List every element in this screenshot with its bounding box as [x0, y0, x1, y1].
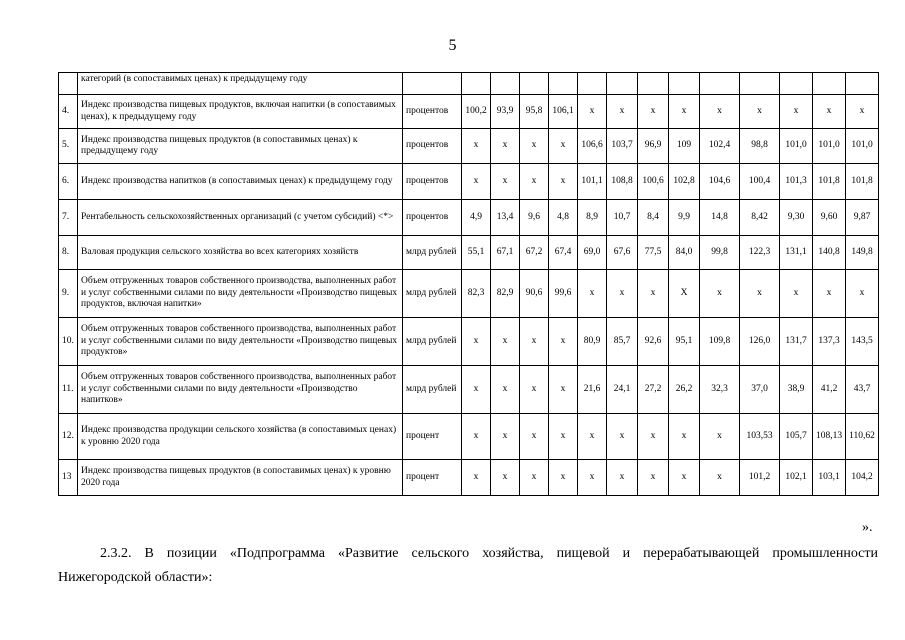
row-number: 13	[59, 460, 78, 496]
indicator-name: Валовая продукция сельского хозяйства во всех категориях хозяйств	[78, 236, 403, 270]
value-cell: 84,0	[669, 236, 700, 270]
value-cell: 85,7	[607, 318, 638, 366]
unit-cell: млрд рублей	[403, 236, 462, 270]
value-cell: 101,3	[780, 164, 813, 200]
value-cell	[740, 73, 780, 95]
value-cell: 14,8	[700, 200, 740, 236]
value-cell: x	[638, 270, 669, 318]
value-cell: x	[549, 460, 578, 496]
table-body	[59, 73, 879, 496]
value-cell: x	[491, 460, 520, 496]
value-cell: 9,6	[520, 200, 549, 236]
value-cell: x	[638, 95, 669, 129]
value-cell: 103,53	[740, 414, 780, 460]
value-cell: 9,9	[669, 200, 700, 236]
unit-cell: процент	[403, 414, 462, 460]
value-cell: x	[462, 318, 491, 366]
indicator-name: Индекс производства пищевых продуктов (в сопоставимых ценах) к предыдущему году	[78, 129, 403, 164]
row-number: 10.	[59, 318, 78, 366]
value-cell: 106,1	[549, 95, 578, 129]
value-cell: x	[669, 460, 700, 496]
value-cell: x	[549, 414, 578, 460]
value-cell: 100,2	[462, 95, 491, 129]
value-cell: 9,60	[813, 200, 846, 236]
unit-cell: млрд рублей	[403, 270, 462, 318]
value-cell: x	[780, 270, 813, 318]
value-cell: 102,1	[780, 460, 813, 496]
indicator-name: Индекс производства пищевых продуктов, включая напитки (в сопоставимых ценах), к предыдущему году	[78, 95, 403, 129]
value-cell: x	[520, 414, 549, 460]
value-cell	[700, 73, 740, 95]
value-cell: x	[700, 414, 740, 460]
value-cell	[462, 73, 491, 95]
value-cell	[638, 73, 669, 95]
value-cell: x	[846, 270, 879, 318]
value-cell: 4,8	[549, 200, 578, 236]
value-cell: 92,6	[638, 318, 669, 366]
value-cell: 108,8	[607, 164, 638, 200]
table-row	[59, 318, 879, 366]
value-cell: x	[607, 95, 638, 129]
value-cell: 143,5	[846, 318, 879, 366]
value-cell: 41,2	[813, 366, 846, 414]
value-cell: 67,6	[607, 236, 638, 270]
value-cell: 103,1	[813, 460, 846, 496]
value-cell: 67,2	[520, 236, 549, 270]
value-cell: x	[491, 366, 520, 414]
row-number: 11.	[59, 366, 78, 414]
indicator-name: Объем отгруженных товаров собственного производства, выполненных работ и услуг собственными силами по виду деятельности «Производство пищевых продуктов»	[78, 318, 403, 366]
value-cell: 126,0	[740, 318, 780, 366]
value-cell: 95,1	[669, 318, 700, 366]
table-row	[59, 200, 879, 236]
row-number: 6.	[59, 164, 78, 200]
value-cell: x	[700, 270, 740, 318]
value-cell: x	[669, 414, 700, 460]
value-cell: 108,13	[813, 414, 846, 460]
value-cell: x	[549, 129, 578, 164]
value-cell: x	[462, 366, 491, 414]
value-cell: 98,8	[740, 129, 780, 164]
value-cell: x	[491, 318, 520, 366]
value-cell	[549, 73, 578, 95]
value-cell: 26,2	[669, 366, 700, 414]
value-cell: 102,8	[669, 164, 700, 200]
unit-cell: процентов	[403, 129, 462, 164]
table-row	[59, 414, 879, 460]
value-cell: x	[520, 129, 549, 164]
value-cell: 27,2	[638, 366, 669, 414]
value-cell: 105,7	[780, 414, 813, 460]
value-cell: 101,2	[740, 460, 780, 496]
value-cell: 122,3	[740, 236, 780, 270]
value-cell: x	[549, 318, 578, 366]
unit-cell: процентов	[403, 95, 462, 129]
unit-cell: млрд рублей	[403, 366, 462, 414]
value-cell: 80,9	[578, 318, 607, 366]
value-cell: 106,6	[578, 129, 607, 164]
value-cell: 104,6	[700, 164, 740, 200]
indicator-name: Индекс производства пищевых продуктов (в сопоставимых ценах) к уровню 2020 года	[78, 460, 403, 496]
value-cell: x	[549, 366, 578, 414]
unit-cell: млрд рублей	[403, 318, 462, 366]
value-cell: x	[813, 95, 846, 129]
value-cell: x	[520, 366, 549, 414]
value-cell: 77,5	[638, 236, 669, 270]
indicator-name: Объем отгруженных товаров собственного производства, выполненных работ и услуг собственными силами по виду деятельности «Производство напитков»	[78, 366, 403, 414]
value-cell: 43,7	[846, 366, 879, 414]
value-cell: x	[549, 164, 578, 200]
value-cell: 99,8	[700, 236, 740, 270]
value-cell: x	[462, 164, 491, 200]
indicator-name: Индекс производства напитков (в сопоставимых ценах) к предыдущему году	[78, 164, 403, 200]
value-cell: x	[578, 95, 607, 129]
value-cell: 8,42	[740, 200, 780, 236]
value-cell: 101,1	[578, 164, 607, 200]
value-cell: x	[780, 95, 813, 129]
indicator-name: категорий (в сопоставимых ценах) к предыдущему году	[78, 73, 403, 95]
paragraph-text: 2.3.2. В позиции «Подпрограмма «Развитие сельского хозяйства, пищевой и перерабатывающей промышленности Нижегородской области»:	[58, 546, 878, 585]
row-number: 7.	[59, 200, 78, 236]
value-cell: x	[638, 414, 669, 460]
value-cell: 131,7	[780, 318, 813, 366]
value-cell: x	[607, 460, 638, 496]
value-cell: x	[700, 95, 740, 129]
value-cell: x	[462, 129, 491, 164]
value-cell: 93,9	[491, 95, 520, 129]
value-cell: 67,1	[491, 236, 520, 270]
row-number: 5.	[59, 129, 78, 164]
indicator-name: Рентабельность сельскохозяйственных организаций (с учетом субсидий) <*>	[78, 200, 403, 236]
value-cell: x	[491, 129, 520, 164]
indicator-name: Объем отгруженных товаров собственного производства, выполненных работ и услуг собственными силами по виду деятельности «Производство пищевых продуктов, включая напитки»	[78, 270, 403, 318]
row-number: 12.	[59, 414, 78, 460]
value-cell: 101,8	[846, 164, 879, 200]
value-cell: 69,0	[578, 236, 607, 270]
value-cell: 109	[669, 129, 700, 164]
table-row	[59, 270, 879, 318]
value-cell: 32,3	[700, 366, 740, 414]
value-cell: 131,1	[780, 236, 813, 270]
value-cell: x	[700, 460, 740, 496]
value-cell: 9,30	[780, 200, 813, 236]
value-cell	[846, 73, 879, 95]
value-cell: x	[491, 164, 520, 200]
value-cell: 149,8	[846, 236, 879, 270]
value-cell: x	[578, 414, 607, 460]
row-number: 9.	[59, 270, 78, 318]
unit-cell: процент	[403, 460, 462, 496]
table-row	[59, 129, 879, 164]
value-cell: 8,4	[638, 200, 669, 236]
value-cell: 13,4	[491, 200, 520, 236]
value-cell: 100,6	[638, 164, 669, 200]
value-cell: x	[607, 414, 638, 460]
value-cell: x	[740, 270, 780, 318]
closing-quote: ».	[862, 520, 873, 535]
value-cell: x	[520, 164, 549, 200]
value-cell: x	[846, 95, 879, 129]
value-cell	[491, 73, 520, 95]
table-row	[59, 460, 879, 496]
page-number: 5	[448, 37, 457, 54]
table-row	[59, 236, 879, 270]
value-cell: 140,8	[813, 236, 846, 270]
value-cell	[607, 73, 638, 95]
value-cell: x	[669, 95, 700, 129]
unit-cell: процентов	[403, 200, 462, 236]
table-row	[59, 164, 879, 200]
value-cell	[813, 73, 846, 95]
unit-cell: процентов	[403, 164, 462, 200]
value-cell: x	[813, 270, 846, 318]
value-cell: x	[607, 270, 638, 318]
row-number: 4.	[59, 95, 78, 129]
value-cell: 103,7	[607, 129, 638, 164]
value-cell: 55,1	[462, 236, 491, 270]
unit-cell	[403, 73, 462, 95]
value-cell: x	[578, 270, 607, 318]
value-cell: 137,3	[813, 318, 846, 366]
table-row	[59, 73, 879, 95]
indicator-name: Индекс производства продукции сельского хозяйства (в сопоставимых ценах) к уровню 2020 года	[78, 414, 403, 460]
value-cell: 95,8	[520, 95, 549, 129]
value-cell: 96,9	[638, 129, 669, 164]
value-cell	[578, 73, 607, 95]
value-cell: 100,4	[740, 164, 780, 200]
value-cell: 110,62	[846, 414, 879, 460]
value-cell: 101,8	[813, 164, 846, 200]
value-cell: x	[638, 460, 669, 496]
value-cell: 38,9	[780, 366, 813, 414]
value-cell: 101,0	[846, 129, 879, 164]
value-cell: 9,87	[846, 200, 879, 236]
value-cell: x	[578, 460, 607, 496]
value-cell: 90,6	[520, 270, 549, 318]
value-cell: 10,7	[607, 200, 638, 236]
value-cell: 8,9	[578, 200, 607, 236]
value-cell: 101,0	[813, 129, 846, 164]
value-cell: 21,6	[578, 366, 607, 414]
value-cell: 109,8	[700, 318, 740, 366]
value-cell: x	[491, 414, 520, 460]
value-cell: X	[669, 270, 700, 318]
value-cell: 67,4	[549, 236, 578, 270]
row-number	[59, 73, 78, 95]
value-cell	[780, 73, 813, 95]
table-row	[59, 95, 879, 129]
value-cell: 82,3	[462, 270, 491, 318]
value-cell: x	[520, 460, 549, 496]
table-row	[59, 366, 879, 414]
indicators-table	[58, 72, 879, 496]
amendment-paragraph	[58, 542, 878, 590]
value-cell	[520, 73, 549, 95]
value-cell: x	[740, 95, 780, 129]
value-cell: 104,2	[846, 460, 879, 496]
value-cell: 99,6	[549, 270, 578, 318]
value-cell: x	[462, 414, 491, 460]
row-number: 8.	[59, 236, 78, 270]
value-cell: 102,4	[700, 129, 740, 164]
value-cell: 4,9	[462, 200, 491, 236]
value-cell	[669, 73, 700, 95]
value-cell: 82,9	[491, 270, 520, 318]
value-cell: 101,0	[780, 129, 813, 164]
value-cell: 37,0	[740, 366, 780, 414]
value-cell: 24,1	[607, 366, 638, 414]
value-cell: x	[520, 318, 549, 366]
value-cell: x	[462, 460, 491, 496]
